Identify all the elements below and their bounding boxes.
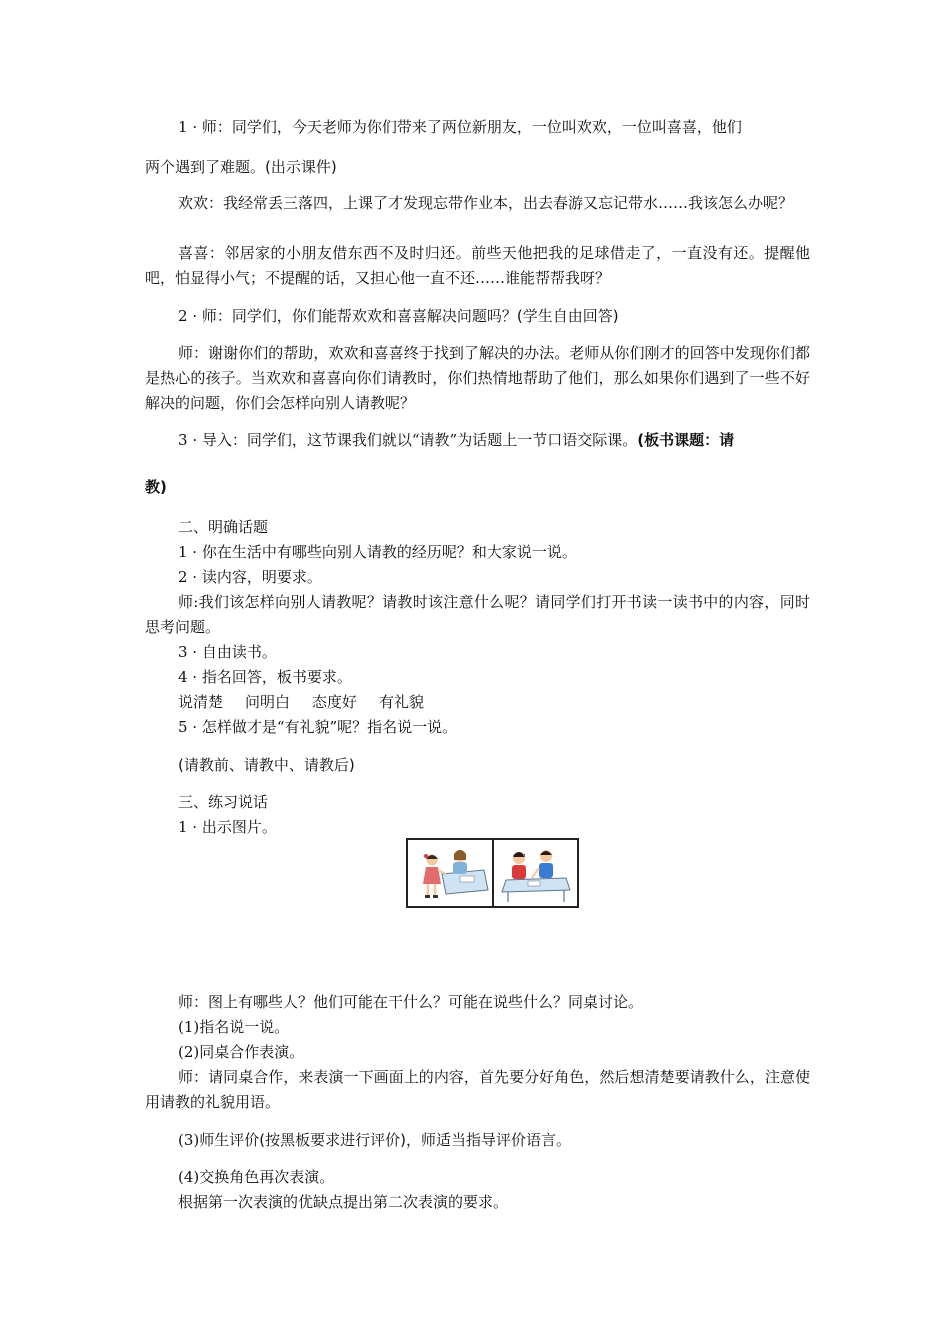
students-at-desk-illustration [408, 840, 492, 906]
section-3-item-1: 1 · 出示图片。 [178, 818, 277, 836]
xixi-dialogue: 喜喜：邻居家的小朋友借东西不及时归还。前些天他把我的足球借走了，一直没有还。提醒他吧，怕显得小气；不提醒的话，又担心他一直不还……谁能帮帮我呀？ [145, 244, 810, 287]
requirement: 态度好 [312, 693, 358, 711]
para-3 [178, 428, 734, 453]
item-number: 3 [178, 431, 188, 449]
para-1-note: (出示课件) [265, 158, 337, 176]
section-3-sub-4: (4)交换角色再次表演。 [178, 1168, 335, 1186]
para-2-text: 师：同学们，你们能帮欢欢和喜喜解决问题吗？ [201, 307, 517, 325]
illustration-frame [406, 838, 579, 908]
para-3-text: 导入：同学们，这节课我们就以“请教”为话题上一节口语交际课。 [201, 431, 638, 449]
teacher-thanks: 师：谢谢你们的帮助，欢欢和喜喜终于找到了解决的办法。老师从你们刚才的回答中发现你们都是热心的孩子。当欢欢和喜喜向你们请教时，你们热情地帮助了他们，那么如果你们遇到了一些不好解决的问题，你们会怎样向别人请教呢？ [145, 344, 810, 412]
requirement: 说清楚 [178, 693, 224, 711]
classmates-discussing-illustration [494, 840, 578, 906]
section-2-item-5: 5 · 怎样做才是“有礼貌”呢？指名说一说。 [178, 718, 458, 736]
section-2-item-1: 1 · 你在生活中有哪些向别人请教的经历呢？和大家说一说。 [178, 543, 577, 561]
para-3-note-cont: 教) [145, 478, 167, 496]
para-2 [178, 304, 619, 329]
item-separator: · [192, 118, 198, 136]
item-separator: · [192, 307, 198, 325]
para-1-cont-text: 两个遇到了难题。 [145, 158, 266, 176]
sub-3-text: (3)师生评价 [178, 1131, 260, 1149]
section-2-note: (请教前、请教中、请教后) [178, 756, 355, 774]
para-3-note: (板书课题：请 [637, 431, 735, 449]
illustration-panel-right [492, 840, 578, 906]
item-number: 2 [178, 307, 188, 325]
section-2-heading: 二、明确话题 [178, 518, 269, 536]
item-separator: · [192, 431, 198, 449]
section-3-sub-2: (2)同桌合作表演。 [178, 1043, 305, 1061]
section-2-item-4: 4 · 指名回答，板书要求。 [178, 668, 352, 686]
section-3-teacher-perform: 师：请同桌合作，来表演一下画面上的内容，首先要分好角色，然后想清楚要请教什么，注意使用请教的礼貌用语。 [145, 1068, 810, 1111]
para-2-note: (学生自由回答) [516, 307, 619, 325]
para-1-text: 师：同学们，今天老师为你们带来了两位新朋友，一位叫欢欢，一位叫喜喜，他们 [201, 118, 742, 136]
illustration-panel-left [408, 840, 492, 906]
item-number: 1 [178, 118, 188, 136]
sub-3-note: (按黑板要求进行评价) [259, 1131, 406, 1149]
sub-3-text-end: ，师适当指导评价语言。 [405, 1131, 571, 1149]
section-2-item-2: 2 · 读内容，明要求。 [178, 568, 322, 586]
huanhuan-dialogue: 欢欢：我经常丢三落四，上课了才发现忘带作业本，出去春游又忘记带水……我该怎么办呢？ [178, 194, 794, 212]
para-1 [178, 115, 742, 140]
requirement: 问明白 [245, 693, 291, 711]
section-3-last: 根据第一次表演的优缺点提出第二次表演的要求。 [178, 1193, 509, 1211]
section-3-heading: 三、练习说话 [178, 793, 269, 811]
para-1-cont [145, 155, 337, 180]
requirements-list [178, 690, 446, 715]
section-2-item-3: 3 · 自由读书。 [178, 643, 277, 661]
section-3-sub-3 [178, 1128, 571, 1153]
section-2-teacher: 师:我们该怎样向别人请教呢？请教时该注意什么呢？请同学们打开书读一读书中的内容，同时思考问题。 [145, 593, 810, 636]
section-3-teacher-question: 师：图上有哪些人？他们可能在干什么？可能在说些什么？同桌讨论。 [178, 993, 644, 1011]
requirement: 有礼貌 [379, 693, 425, 711]
section-3-sub-1: (1)指名说一说。 [178, 1018, 290, 1036]
